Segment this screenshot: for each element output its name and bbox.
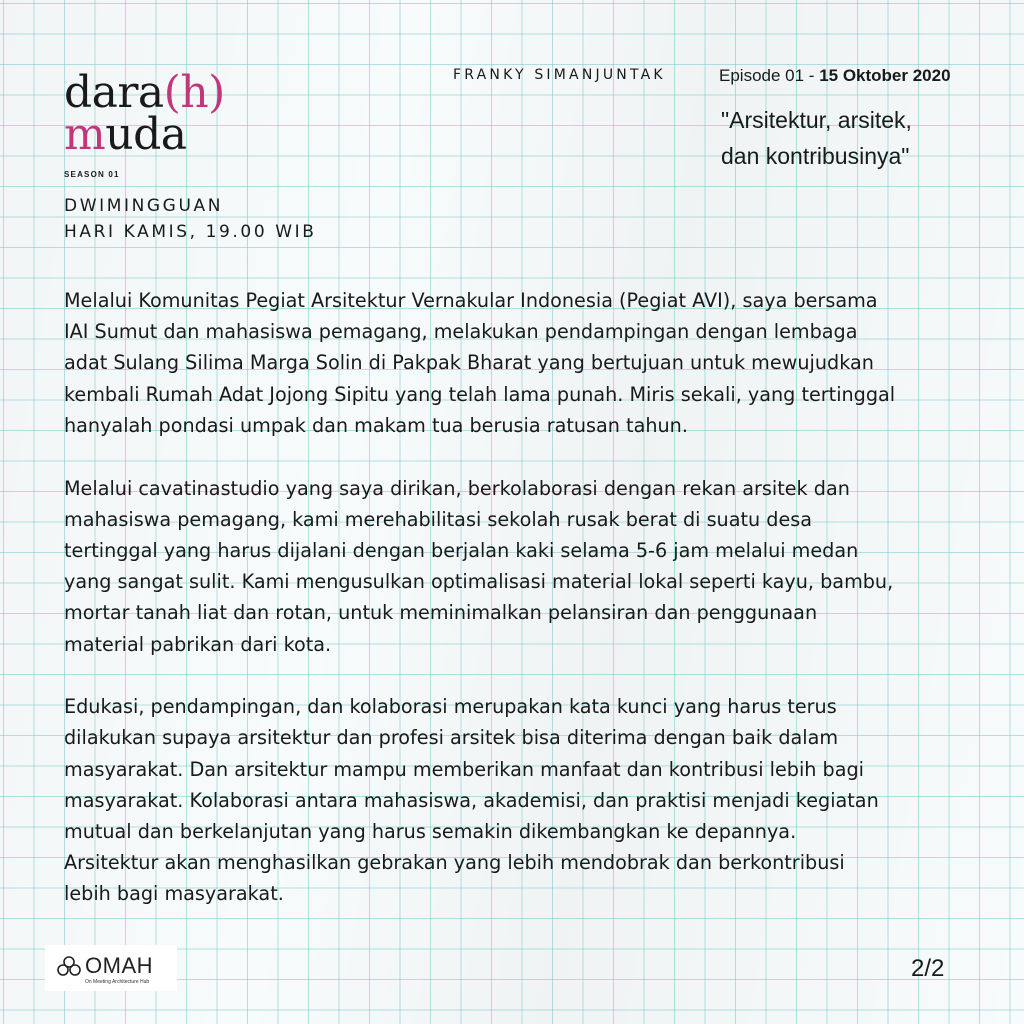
brand-tagline: On Meeting Architecture Hub [85,979,150,985]
schedule-time: HARI KAMIS, 19.00 WIB [64,222,317,242]
logo-text: uda [105,109,187,160]
schedule-frequency: DWIMINGGUAN [64,196,224,216]
topic-line-1: "Arsitektur, arsitek, [721,107,912,133]
brand-name: OMAH [85,953,153,978]
triple-circle-icon [56,956,82,976]
paragraph-3: Edukasi, pendampingan, dan kolaborasi merupakan kata kunci yang harus terus dilakukan supaya arsitektur dan profesi arsitek bisa diterima dengan baik dalam masyarakat. Dan arsitektur mampu memberikan manfaat dan kontribusi lebih bagi masyarakat. Kolaborasi antara mahasiswa, akademisi, dan praktisi menjadi kegiatan mutual dan berkelanjutan yang harus semakin dikembangkan ke depannya. Arsitektur akan menghasilkan gebrakan yang lebih mendobrak dan berkontribusi lebih bagi masyarakat. [64,695,879,906]
logo-line-1 [64,67,225,118]
logo-accent-text: m [64,109,106,160]
episode-date: 15 Oktober 2020 [819,66,951,85]
season-label: SEASON 01 [64,170,120,179]
episode-number: Episode 01 - [719,66,820,85]
topic-line-2: dan kontribusinya" [721,143,910,169]
body-text [64,285,979,941]
paragraph-2: Melalui cavatinastudio yang saya dirikan, berkolaborasi dengan rekan arsitek dan mahasiswa pemagang, kami merehabilitasi sekolah rusak berat di suatu desa tertinggal yang harus dijalani dengan berjalan kaki selama 5-6 jam melalui medan yang sangat sulit. Kami mengusulkan optimalisasi material lokal seperti kayu, bambu, mortar tanah liat dan rotan, untuk meminimalkan pelansiran dan penggunaan material pabrikan dari kota. [64,476,894,656]
brand-logo [45,945,177,991]
episode-info [719,66,951,86]
paragraph-1: Melalui Komunitas Pegiat Arsitektur Vernakular Indonesia (Pegiat AVI), saya bersama IAI Sumut dan mahasiswa pemagang, melakukan pendampingan dengan lembaga adat Sulang Silima Marga Solin di Pakpak Bharat yang bertujuan untuk mewujudkan kembali Rumah Adat Jojong Sipitu yang telah lama punah. Miris sekali, yang tertinggal hanyalah pondasi umpak dan makam tua berusia ratusan tahun. [64,289,896,437]
show-logo [64,67,225,160]
schedule [64,193,317,245]
episode-topic [721,102,981,174]
logo-text: dara [64,67,164,118]
logo-line-2 [64,109,225,160]
logo-accent-text: (h) [163,67,225,118]
page-number: 2/2 [911,955,945,982]
speaker-name: FRANKY SIMANJUNTAK [453,67,666,83]
